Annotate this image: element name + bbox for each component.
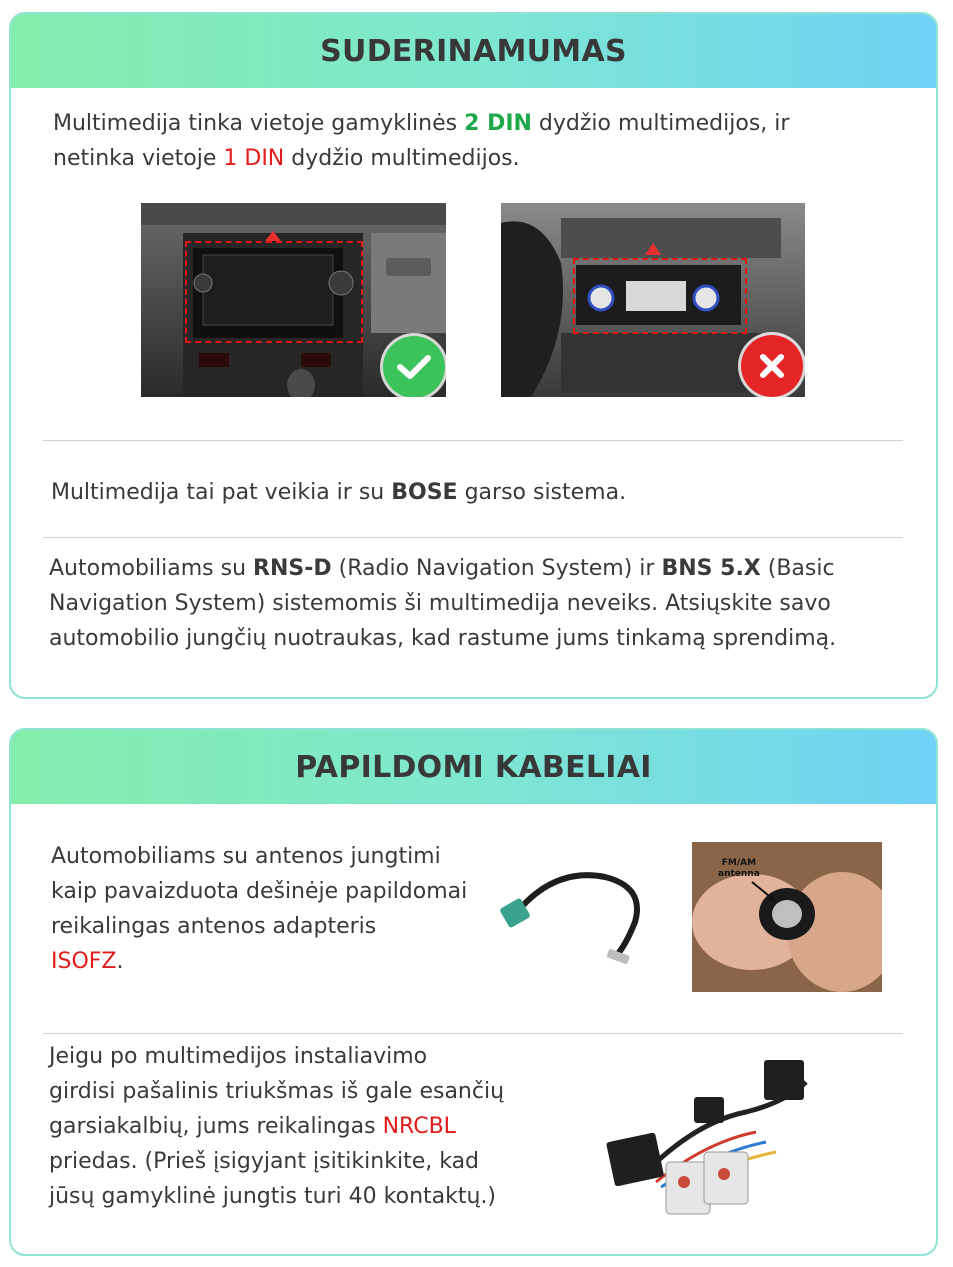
noise-line3: garsiakalbių, jums reikalingas NRCBL <box>49 1114 456 1139</box>
antenna-line4: ISOFZ. <box>51 949 124 974</box>
compat-intro-line1: Multimedija tinka vietoje gamyklinės 2 DIN dydžio multimedijos, ir <box>53 111 790 136</box>
din1-label: 1 DIN <box>223 146 285 171</box>
noise-line1: Jeigu po multimedijos instaliavimo <box>49 1044 428 1069</box>
compatibility-header <box>11 14 936 88</box>
fm-am-antenna-image <box>692 842 882 992</box>
noise-line5: jūsų gamyklinė jungtis turi 40 kontaktų.) <box>49 1184 497 1209</box>
din1-dashboard-image <box>501 203 805 397</box>
rns-line2: Navigation System) sistemomis ši multimedija neveiks. Atsiųskite savo <box>49 591 831 616</box>
compat-intro-line2: netinka vietoje 1 DIN dydžio multimedijos. <box>53 146 520 171</box>
rns-line3: automobilio jungčių nuotraukas, kad rastume jums tinkamą sprendimą. <box>49 626 837 651</box>
bose-text: Multimedija tai pat veikia ir su BOSE garso sistema. <box>51 480 627 505</box>
din2-dashboard-image <box>141 203 446 397</box>
antenna-line1: Automobiliams su antenos jungtimi <box>51 844 441 869</box>
nrcbl-code: NRCBL <box>382 1114 456 1139</box>
din2-label: 2 DIN <box>464 111 532 136</box>
cables-title: PAPILDOMI KABELIAI <box>295 749 652 785</box>
noise-line4: priedas. (Prieš įsigyjant įsitikinkite, kad <box>49 1149 480 1174</box>
check-icon <box>383 336 445 397</box>
divider <box>43 1033 903 1034</box>
din1-frame-outline <box>573 258 747 334</box>
cross-icon <box>741 335 803 397</box>
divider <box>43 537 903 538</box>
fm-am-label: FM/AM antenna <box>718 858 760 879</box>
divider <box>43 440 903 441</box>
antenna-line3: reikalingas antenos adapteris <box>51 914 377 939</box>
nrcbl-harness-image <box>606 1052 858 1232</box>
din2-frame-outline <box>185 241 363 343</box>
cables-header <box>11 730 936 804</box>
antenna-adapter-image <box>495 862 670 970</box>
compatibility-title: SUDERINAMUMAS <box>320 33 627 69</box>
noise-line2: girdisi pašalinis triukšmas iš gale esančių <box>49 1079 505 1104</box>
rns-line1: Automobiliams su RNS-D (Radio Navigation System) ir BNS 5.X (Basic <box>49 556 835 581</box>
isofz-code: ISOFZ <box>51 949 117 974</box>
antenna-line2: kaip pavaizduota dešinėje papildomai <box>51 879 468 904</box>
